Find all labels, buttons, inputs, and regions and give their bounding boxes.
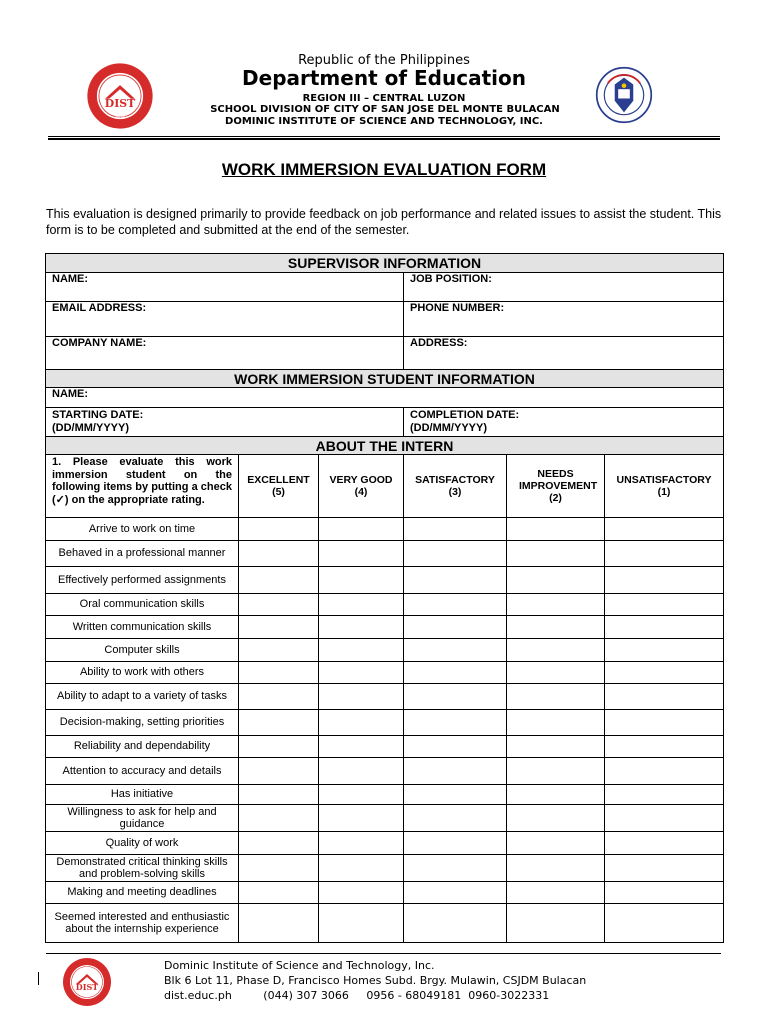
criteria-row — [46, 758, 724, 785]
rating-check-cell[interactable] — [507, 855, 605, 882]
completion-date-label: COMPLETION DATE: — [410, 409, 520, 421]
rating-label: SATISFACTORY — [415, 474, 495, 486]
form-title: WORK IMMERSION EVALUATION FORM — [221, 160, 547, 179]
rating-check-cell[interactable] — [404, 710, 507, 736]
rating-check-cell[interactable] — [605, 639, 724, 662]
rating-check-cell[interactable] — [507, 616, 605, 639]
rating-check-cell[interactable] — [507, 805, 605, 832]
rating-check-cell[interactable] — [239, 594, 319, 616]
student-name-field[interactable] — [46, 388, 724, 408]
rating-check-cell[interactable] — [239, 616, 319, 639]
footer-school-name: Dominic Institute of Science and Technology, Inc. — [164, 959, 435, 972]
rating-check-cell[interactable] — [605, 662, 724, 684]
student-info-heading: WORK IMMERSION STUDENT INFORMATION — [46, 370, 724, 388]
rating-very-good-header — [319, 455, 404, 518]
header-divider — [48, 136, 720, 137]
rating-check-cell[interactable] — [319, 736, 404, 758]
rating-check-cell[interactable] — [319, 904, 404, 943]
svg-text:DIST: DIST — [75, 982, 99, 992]
header-divider-thick — [48, 138, 720, 140]
rating-check-cell[interactable] — [239, 736, 319, 758]
criteria-label: Making and meeting deadlines — [46, 882, 239, 904]
supervisor-info-heading: SUPERVISOR INFORMATION — [46, 254, 724, 273]
criteria-row — [46, 832, 724, 855]
supervisor-job-field[interactable] — [404, 273, 724, 302]
rating-check-cell[interactable] — [605, 758, 724, 785]
rating-check-cell[interactable] — [507, 758, 605, 785]
supervisor-email-field[interactable] — [46, 302, 404, 337]
criteria-row — [46, 710, 724, 736]
rating-check-cell[interactable] — [319, 855, 404, 882]
rating-check-cell[interactable] — [319, 785, 404, 805]
criteria-row — [46, 904, 724, 943]
rating-check-cell[interactable] — [239, 567, 319, 594]
criteria-list — [46, 518, 724, 943]
rating-check-cell[interactable] — [239, 541, 319, 567]
rating-check-cell[interactable] — [605, 882, 724, 904]
rating-check-cell[interactable] — [404, 736, 507, 758]
rating-check-cell[interactable] — [507, 541, 605, 567]
rating-check-cell[interactable] — [404, 785, 507, 805]
criteria-row — [46, 518, 724, 541]
criteria-label: Written communication skills — [46, 616, 239, 639]
rating-check-cell[interactable] — [404, 805, 507, 832]
rating-check-cell[interactable] — [319, 710, 404, 736]
rating-check-cell[interactable] — [507, 710, 605, 736]
rating-check-cell[interactable] — [507, 518, 605, 541]
rating-check-cell[interactable] — [404, 594, 507, 616]
rating-header-row — [46, 455, 724, 518]
footer-phone-mobile-2: 0960-3022331 — [468, 989, 550, 1002]
footer-divider — [46, 953, 721, 954]
rating-value: (2) — [549, 492, 562, 504]
header-division: SCHOOL DIVISION OF CITY OF SAN JOSE DEL MONTE BULACAN — [210, 104, 560, 115]
rating-check-cell[interactable] — [605, 710, 724, 736]
rating-check-cell[interactable] — [239, 882, 319, 904]
starting-date-format: (DD/MM/YYYY) — [52, 422, 129, 434]
criteria-label: Effectively performed assignments — [46, 567, 239, 594]
criteria-label: Arrive to work on time — [46, 518, 239, 541]
rating-check-cell[interactable] — [239, 758, 319, 785]
rating-check-cell[interactable] — [605, 855, 724, 882]
criteria-label: Ability to work with others — [46, 662, 239, 684]
rating-check-cell[interactable] — [605, 805, 724, 832]
rating-check-cell[interactable] — [605, 904, 724, 943]
starting-date-field[interactable] — [46, 408, 404, 437]
rating-check-cell[interactable] — [239, 662, 319, 684]
rating-label: UNSATISFACTORY — [616, 474, 712, 486]
criteria-label: Decision-making, setting priorities — [46, 710, 239, 736]
header-school: DOMINIC INSTITUTE OF SCIENCE AND TECHNOLOGY, INC. — [225, 116, 543, 127]
criteria-row — [46, 662, 724, 684]
rating-check-cell[interactable] — [404, 904, 507, 943]
rating-label: VERY GOOD — [329, 474, 393, 486]
rating-check-cell[interactable] — [404, 639, 507, 662]
rating-check-cell[interactable] — [239, 855, 319, 882]
rating-check-cell[interactable] — [404, 541, 507, 567]
rating-check-cell[interactable] — [319, 882, 404, 904]
rating-check-cell[interactable] — [404, 758, 507, 785]
rating-check-cell[interactable] — [239, 518, 319, 541]
criteria-label: Attention to accuracy and details — [46, 758, 239, 785]
rating-check-cell[interactable] — [404, 616, 507, 639]
about-intern-heading: ABOUT THE INTERN — [46, 437, 724, 455]
criteria-row — [46, 855, 724, 882]
completion-date-format: (DD/MM/YYYY) — [410, 422, 487, 434]
rating-check-cell[interactable] — [404, 518, 507, 541]
rating-check-cell[interactable] — [605, 594, 724, 616]
rating-label: NEEDS IMPROVEMENT — [519, 468, 598, 492]
criteria-row — [46, 785, 724, 805]
supervisor-job-label: JOB POSITION: — [410, 273, 492, 285]
criteria-row — [46, 639, 724, 662]
rating-check-cell[interactable] — [605, 541, 724, 567]
rating-check-cell[interactable] — [507, 639, 605, 662]
rating-check-cell[interactable] — [605, 736, 724, 758]
criteria-label: Has initiative — [46, 785, 239, 805]
svg-text:DIST: DIST — [104, 96, 136, 110]
rating-check-cell[interactable] — [404, 662, 507, 684]
rating-check-cell[interactable] — [605, 785, 724, 805]
rating-check-cell[interactable] — [319, 616, 404, 639]
criteria-row — [46, 882, 724, 904]
criteria-row — [46, 805, 724, 832]
evaluation-form-table — [45, 253, 724, 943]
rating-value: (5) — [272, 486, 285, 498]
student-name-label: NAME: — [52, 388, 89, 400]
rating-check-cell[interactable] — [319, 758, 404, 785]
company-name-field[interactable] — [46, 337, 404, 370]
rating-unsatisfactory-header — [605, 455, 724, 518]
rating-check-cell[interactable] — [507, 662, 605, 684]
rating-excellent-header — [239, 455, 319, 518]
rating-value: (3) — [448, 486, 462, 498]
criteria-label: Behaved in a professional manner — [46, 541, 239, 567]
rating-check-cell[interactable] — [404, 567, 507, 594]
form-intro: This evaluation is designed primarily to provide feedback on job performance and related issues to assist the student. This form is to be completed and submitted at the end of the semester. — [46, 207, 722, 237]
criteria-row — [46, 567, 724, 594]
rating-check-cell[interactable] — [239, 904, 319, 943]
footer-mark — [38, 972, 39, 985]
rating-check-cell[interactable] — [404, 684, 507, 710]
rating-check-cell[interactable] — [319, 662, 404, 684]
rating-check-cell[interactable] — [319, 567, 404, 594]
rating-check-cell[interactable] — [319, 541, 404, 567]
rating-check-cell[interactable] — [239, 710, 319, 736]
header-region: REGION III – CENTRAL LUZON — [302, 93, 466, 104]
rating-check-cell[interactable] — [507, 882, 605, 904]
rating-check-cell[interactable] — [239, 785, 319, 805]
rating-check-cell[interactable] — [404, 882, 507, 904]
svg-text:2014: 2014 — [114, 113, 126, 119]
supervisor-email-label: EMAIL ADDRESS: — [52, 302, 147, 314]
rating-check-cell[interactable] — [239, 684, 319, 710]
rating-check-cell[interactable] — [507, 684, 605, 710]
criteria-label: Oral communication skills — [46, 594, 239, 616]
header-department: Department of Education — [242, 66, 526, 90]
rating-check-cell[interactable] — [605, 616, 724, 639]
rating-check-cell[interactable] — [507, 832, 605, 855]
company-address-label: ADDRESS: — [410, 337, 468, 349]
evaluation-question: 1. Please evaluate this work immersion student on the following items by putting a check (✓) on the appropriate rating. — [46, 455, 239, 518]
rating-check-cell[interactable] — [605, 832, 724, 855]
rating-check-cell[interactable] — [507, 567, 605, 594]
rating-check-cell[interactable] — [239, 805, 319, 832]
rating-check-cell[interactable] — [605, 567, 724, 594]
rating-label: EXCELLENT — [247, 474, 310, 486]
rating-value: (1) — [657, 486, 671, 498]
criteria-row — [46, 736, 724, 758]
criteria-label: Demonstrated critical thinking skills and problem-solving skills — [46, 855, 239, 882]
criteria-label: Reliability and dependability — [46, 736, 239, 758]
criteria-label: Ability to adapt to a variety of tasks — [46, 684, 239, 710]
dist-footer-logo — [62, 957, 112, 1007]
footer-contact — [164, 988, 549, 1003]
footer-phone-mobile-1: 0956 - 68049181 — [366, 989, 462, 1002]
rating-check-cell[interactable] — [507, 594, 605, 616]
footer-address: Blk 6 Lot 11, Phase D, Francisco Homes Subd. Brgy. Mulawin, CSJDM Bulacan — [164, 974, 587, 987]
criteria-label: Quality of work — [46, 832, 239, 855]
rating-check-cell[interactable] — [507, 736, 605, 758]
rating-check-cell[interactable] — [319, 639, 404, 662]
rating-check-cell[interactable] — [404, 855, 507, 882]
rating-check-cell[interactable] — [239, 639, 319, 662]
supervisor-phone-field[interactable] — [404, 302, 724, 337]
rating-check-cell[interactable] — [319, 805, 404, 832]
rating-needs-improvement-header — [507, 455, 605, 518]
footer-phone-landline: (044) 307 3066 — [263, 989, 349, 1002]
criteria-label: Seemed interested and enthusiastic about the internship experience — [46, 904, 239, 943]
criteria-row — [46, 541, 724, 567]
rating-check-cell[interactable] — [239, 832, 319, 855]
rating-satisfactory-header — [404, 455, 507, 518]
supervisor-phone-label: PHONE NUMBER: — [410, 302, 505, 314]
rating-check-cell[interactable] — [605, 684, 724, 710]
company-name-label: COMPANY NAME: — [52, 337, 147, 349]
rating-value: (4) — [354, 486, 368, 498]
rating-check-cell[interactable] — [404, 832, 507, 855]
rating-check-cell[interactable] — [507, 904, 605, 943]
criteria-row — [46, 616, 724, 639]
rating-check-cell[interactable] — [319, 684, 404, 710]
supervisor-name-field[interactable] — [46, 273, 404, 302]
rating-check-cell[interactable] — [319, 832, 404, 855]
rating-check-cell[interactable] — [319, 594, 404, 616]
completion-date-field[interactable] — [404, 408, 724, 437]
rating-check-cell[interactable] — [319, 518, 404, 541]
company-address-field[interactable] — [404, 337, 724, 370]
starting-date-label: STARTING DATE: — [52, 409, 144, 421]
criteria-row — [46, 684, 724, 710]
header-republic: Republic of the Philippines — [298, 53, 470, 68]
criteria-row — [46, 594, 724, 616]
rating-check-cell[interactable] — [605, 518, 724, 541]
footer-website[interactable]: dist.educ.ph — [164, 989, 232, 1002]
supervisor-name-label: NAME: — [52, 273, 89, 285]
rating-check-cell[interactable] — [507, 785, 605, 805]
criteria-label: Computer skills — [46, 639, 239, 662]
criteria-label: Willingness to ask for help and guidance — [46, 805, 239, 832]
